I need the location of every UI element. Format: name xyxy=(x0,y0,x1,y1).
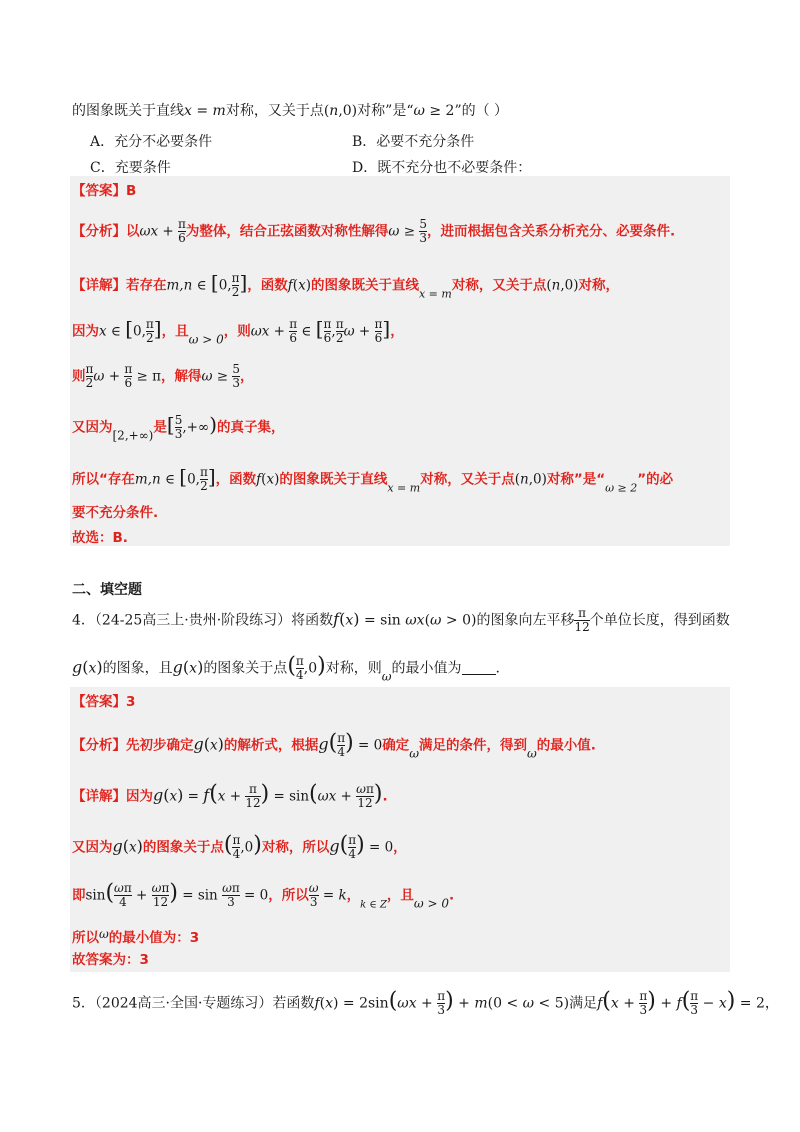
option-d[interactable]: D．既不充分也不必要条件： xyxy=(352,160,532,176)
q3-answer: 【答案】B xyxy=(72,183,137,199)
q4-detail-2: 又因为g(x)的图象关于点( $\frac{\pi}{4}$ ,0)对称，所以g( $\frac{\pi}{4}$ ) = 0， xyxy=(72,832,407,861)
question-3-stem: 的图象既关于直线x = m对称，又关于点(n,0)对称”是“ω ≥ 2”的（ ） xyxy=(72,103,509,119)
question-5-line-1: 5．（2024高三·全国·专题练习）若函数f(x) = 2sin(ωx + $\frac{\pi}{3}$ ) + m(0 < ω < 5)满足f(x + $\frac{\pi}{3}$ ) + f( $\frac{\pi}{3}$ − x) = 2， xyxy=(72,988,779,1017)
q4-final: 故答案为：3 xyxy=(72,952,149,968)
question-4-line-2: g(x)的图象，且g(x)的图象关于点( $\frac{\pi}{4}$ ,0)对称，则ω的最小值为 . xyxy=(72,653,500,684)
q4-detail-4: 所以ω的最小值为：3 xyxy=(72,927,200,946)
question-4-line-1: 4．（24-25高三上·贵州·阶段练习）将函数f(x) = sin ωx(ω > 0)的图象向左平移 $\frac{\pi}{12}$ 个单位长度，得到函数 xyxy=(72,606,730,634)
q3-detail-4: 又因为[2,+∞)是[ $\frac{5}{3}$ ,+∞)的真子集， xyxy=(72,412,285,443)
fill-blank[interactable] xyxy=(462,660,496,675)
q3-detail-3: 则 $\frac{\pi}{2}$ ω + $\frac{\pi}{6}$ ≥ π，解得ω ≥ $\frac{5}{3}$ ， xyxy=(72,362,254,390)
q4-detail-3: 即sin( $\frac{\omega\pi}{4}$ + $\frac{\omega\pi}{12}$ ) = sin $\frac{\omega\pi}{3}$ = 0，所以 $\frac{\omega}{3}$ = k，$_{k \in Z}$，且ω > 0. xyxy=(72,880,455,911)
q4-answer: 【答案】3 xyxy=(72,694,136,710)
option-a[interactable]: A．充分不必要条件 xyxy=(90,134,213,150)
q3-detail-6: 要不充分条件. xyxy=(72,505,159,521)
option-b[interactable]: B．必要不充分条件 xyxy=(352,134,475,150)
q3-detail-5: 所以“存在m,n ∈ [0, $\frac{\pi}{2}$ ]，函数f(x)的图象既关于直线$_{x = m}$对称，又关于点(n,0)对称”是“$_{\omega \ge 2}$”的必 xyxy=(72,464,674,495)
q4-analysis: 【分析】先初步确定g(x)的解析式，根据g( $\frac{\pi}{4}$ ) = 0确定ω满足的条件，得到ω的最小值. xyxy=(72,730,596,761)
q3-detail-2: 因为x ∈ [0, $\frac{\pi}{2}$ ]，且ω > 0，则ωx + $\frac{\pi}{6}$ ∈ [ $\frac{\pi}{6}$ , $\frac{\pi}{2}$ ω + $\frac{\pi}{6}$ ]， xyxy=(72,316,404,347)
section-heading: 二、填空题 xyxy=(72,582,142,598)
q3-analysis: 【分析】以ωx + $\frac{\pi}{6}$ 为整体，结合正弦函数对称性解得ω ≥ $\frac{5}{3}$ ，进而根据包含关系分析充分、必要条件. xyxy=(72,217,676,245)
q3-conclusion: 故选：B. xyxy=(72,530,128,546)
q3-detail-1: 【详解】若存在m,n ∈ [0, $\frac{\pi}{2}$ ]，函数f(x)的图象既关于直线$_{x = m}$对称，又关于点(n,0)对称， xyxy=(72,270,619,301)
q4-detail-1: 【详解】因为g(x) = f(x + $\frac{\pi}{12}$ ) = sin(ωx + $\frac{\omega\pi}{12}$ ). xyxy=(72,781,388,810)
option-c[interactable]: C．充要条件 xyxy=(90,160,171,176)
